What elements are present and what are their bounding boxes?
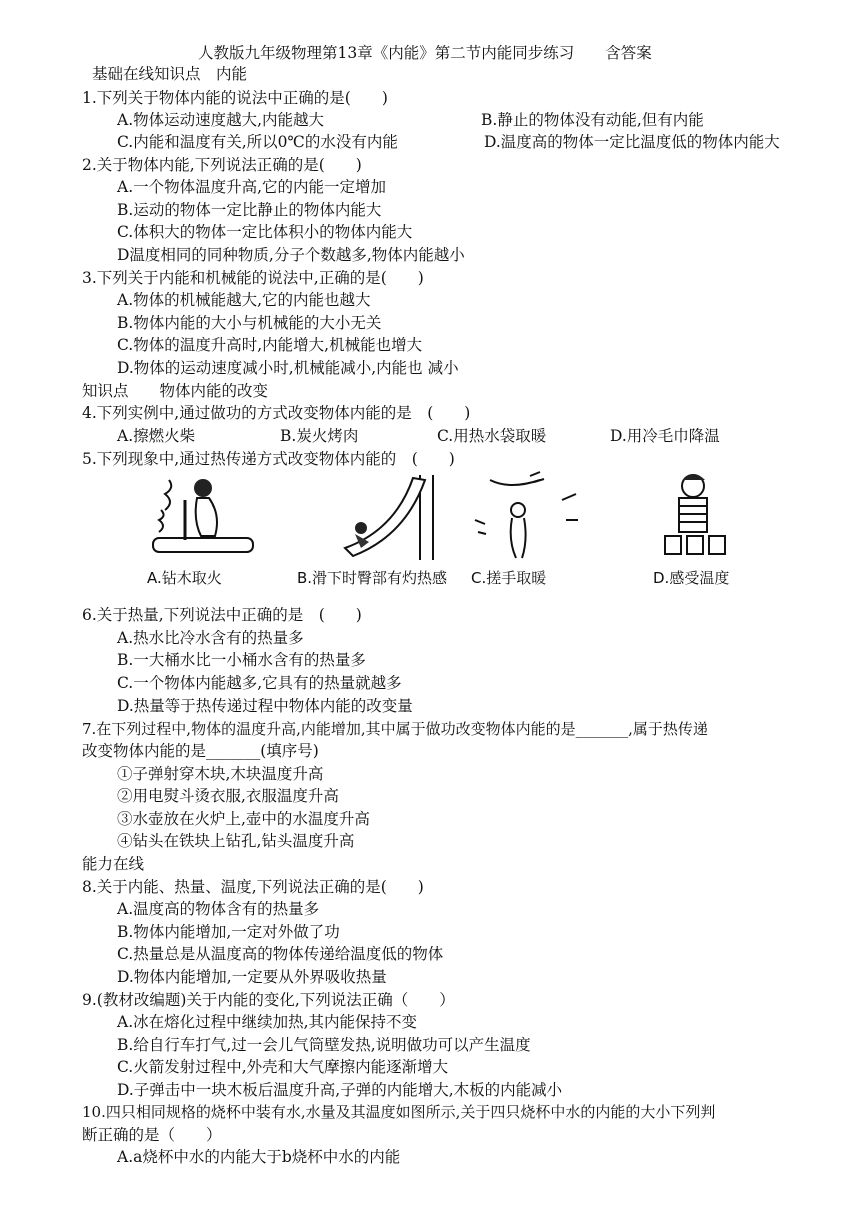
question-6-option-a: A.热水比冷水含有的热量多 xyxy=(117,629,304,647)
question-1-option-b: B.静止的物体没有动能,但有内能 xyxy=(481,111,704,129)
page-title: 人教版九年级物理第13章《内能》第二节内能同步练习 含答案 xyxy=(198,44,652,62)
section-heading-basic: 基础在线知识点 内能 xyxy=(92,65,248,83)
question-9-option-a: A.冰在熔化过程中继续加热,其内能保持不变 xyxy=(117,1013,418,1031)
question-6-option-c: C.一个物体内能越多,它具有的热量就越多 xyxy=(117,674,402,692)
question-7-stem-line2: 改变物体内能的是_______(填序号) xyxy=(82,742,319,760)
question-8-option-b: B.物体内能增加,一定对外做了功 xyxy=(117,923,340,941)
question-9-option-d: D.子弹击中一块木板后温度升高,子弹的内能增大,木板的内能减小 xyxy=(117,1081,563,1099)
question-4-option-b: B.炭火烤肉 xyxy=(280,427,359,445)
figure-caption-a: A.钻木取火 xyxy=(147,569,222,587)
question-7-stem-line1: 7.在下列过程中,物体的温度升高,内能增加,其中属于做功改变物体内能的是_______,属于热传递 xyxy=(82,720,708,738)
feel-temperature-illustration xyxy=(635,470,755,565)
question-8-option-a: A.温度高的物体含有的热量多 xyxy=(117,900,320,918)
question-10-stem-line2: 断正确的是（ ） xyxy=(82,1126,222,1144)
question-4-option-c: C.用热水袋取暖 xyxy=(437,427,547,445)
question-2-stem: 2.关于物体内能,下列说法正确的是( ) xyxy=(82,156,362,174)
question-8-stem: 8.关于内能、热量、温度,下列说法正确的是( ) xyxy=(82,878,424,896)
question-1-stem: 1.下列关于物体内能的说法中正确的是( ) xyxy=(82,89,388,107)
question-10-option-a: A.a烧杯中水的内能大于b烧杯中水的内能 xyxy=(117,1148,401,1166)
section-heading-ability: 能力在线 xyxy=(82,855,145,873)
question-1-option-d: D.温度高的物体一定比温度低的物体内能大 xyxy=(484,133,780,151)
question-8-option-c: C.热量总是从温度高的物体传递给温度低的物体 xyxy=(117,945,444,963)
question-3-stem: 3.下列关于内能和机械能的说法中,正确的是( ) xyxy=(82,269,424,287)
drilling-wood-illustration xyxy=(145,470,265,565)
question-3-option-d: D.物体的运动速度减小时,机械能减小,内能也 减小 xyxy=(117,359,459,377)
question-2-option-b: B.运动的物体一定比静止的物体内能大 xyxy=(117,201,382,219)
question-6-option-d: D.热量等于热传递过程中物体内能的改变量 xyxy=(117,697,413,715)
question-2-option-a: A.一个物体温度升高,它的内能一定增加 xyxy=(117,178,387,196)
question-4-option-d: D.用冷毛巾降温 xyxy=(610,427,720,445)
question-5-stem: 5.下列现象中,通过热传递方式改变物体内能的 ( ) xyxy=(82,450,455,468)
question-6-stem: 6.关于热量,下列说法中正确的是 ( ) xyxy=(82,606,362,624)
question-9-stem: 9.(教材改编题)关于内能的变化,下列说法正确（ ） xyxy=(82,991,455,1009)
figure-caption-d: D.感受温度 xyxy=(653,569,730,587)
question-3-option-b: B.物体内能的大小与机械能的大小无关 xyxy=(117,314,382,332)
question-8-option-d: D.物体内能增加,一定要从外界吸收热量 xyxy=(117,968,387,986)
figure-caption-c: C.搓手取暖 xyxy=(471,569,547,587)
question-4-stem: 4.下列实例中,通过做功的方式改变物体内能的是 ( ) xyxy=(82,404,471,422)
question-6-option-b: B.一大桶水比一小桶水含有的热量多 xyxy=(117,651,366,669)
question-9-option-b: B.给自行车打气,过一会儿气筒壁发热,说明做功可以产生温度 xyxy=(117,1036,531,1054)
question-1-option-a: A.物体运动速度越大,内能越大 xyxy=(117,111,325,129)
question-2-option-c: C.体积大的物体一定比体积小的物体内能大 xyxy=(117,223,413,241)
question-9-option-c: C.火箭发射过程中,外壳和大气摩擦内能逐渐增大 xyxy=(117,1058,449,1076)
question-7-item-1: ①子弹射穿木块,木块温度升高 xyxy=(117,765,324,783)
question-4-option-a: A.擦燃火柴 xyxy=(117,427,196,445)
rubbing-hands-illustration xyxy=(470,470,590,565)
question-7-item-4: ④钻头在铁块上钻孔,钻头温度升高 xyxy=(117,832,355,850)
question-7-item-2: ②用电熨斗烫衣服,衣服温度升高 xyxy=(117,787,339,805)
question-3-option-c: C.物体的温度升高时,内能增大,机械能也增大 xyxy=(117,336,423,354)
question-10-stem-line1: 10.四只相同规格的烧杯中装有水,水量及其温度如图所示,关于四只烧杯中水的内能的大小下列判 xyxy=(82,1103,716,1121)
question-1-option-c: C.内能和温度有关,所以0℃的水没有内能 xyxy=(117,133,398,151)
question-3-option-a: A.物体的机械能越大,它的内能也越大 xyxy=(117,291,371,309)
slide-illustration xyxy=(325,470,445,565)
figure-caption-b: B.滑下时臀部有灼热感 xyxy=(297,569,448,587)
question-2-option-d: D温度相同的同种物质,分子个数越多,物体内能越小 xyxy=(117,246,465,264)
section-heading-internal-energy-change: 知识点 物体内能的改变 xyxy=(82,382,269,400)
question-7-item-3: ③水壶放在火炉上,壶中的水温度升高 xyxy=(117,810,370,828)
